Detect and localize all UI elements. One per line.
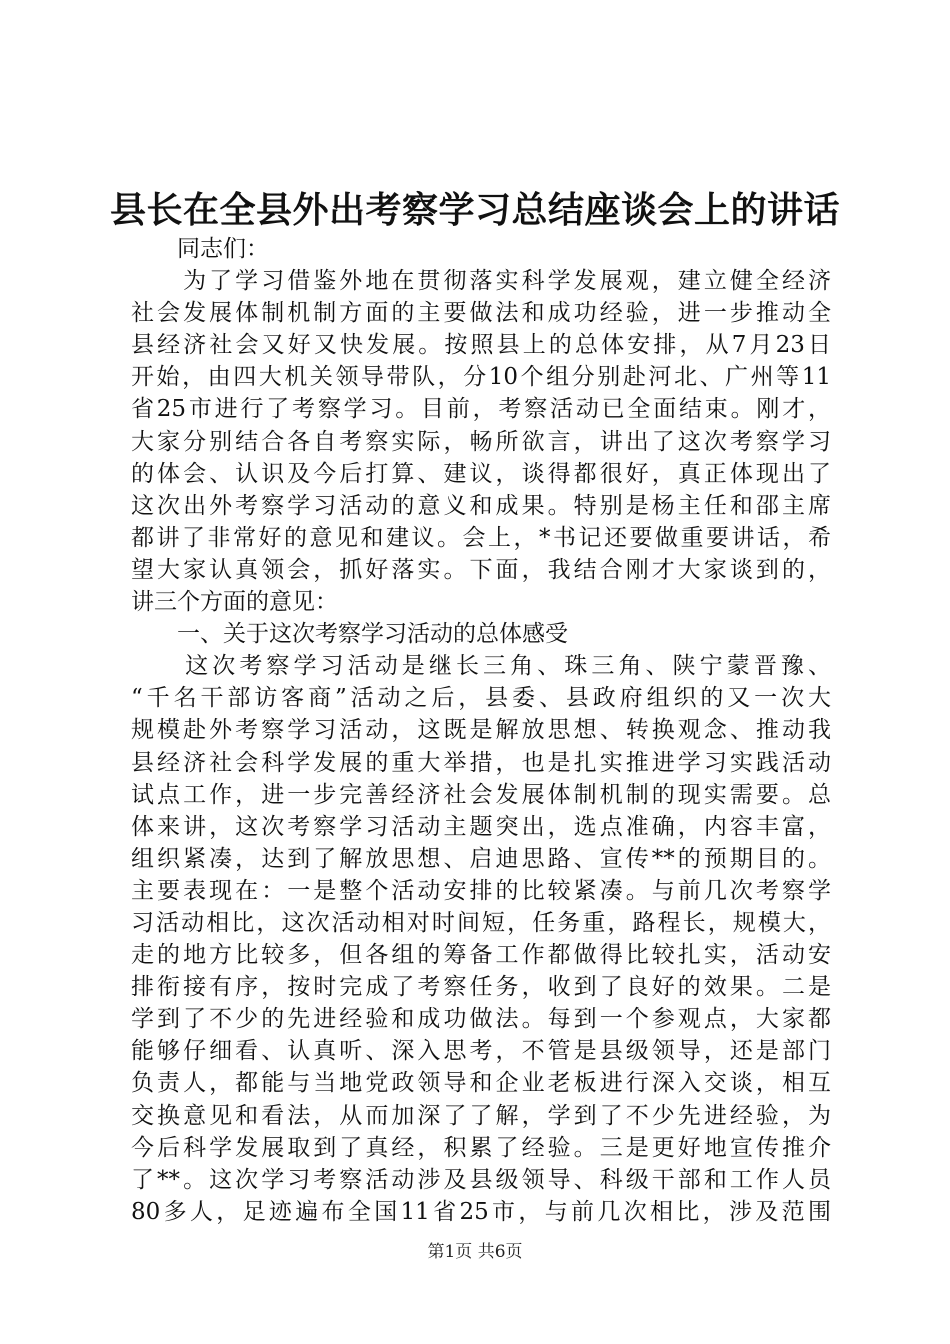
body-line: 主要表现在：一是整个活动安排的比较紧凑。与前几次考察学 [131,877,831,904]
body-line: 走的地方比较多，但各组的筹备工作都做得比较扎实，活动安 [131,942,831,969]
body-line: 学到了不少的先进经验和成功做法。每到一个参观点，大家都 [131,1006,831,1033]
body-line: 负责人，都能与当地党政领导和企业老板进行深入交谈，相互 [131,1070,831,1097]
body-line: 这次出外考察学习活动的意义和成果。特别是杨主任和邵主席 [131,492,831,519]
body-line: 为了学习借鉴外地在贯彻落实科学发展观，建立健全经济 [131,268,831,295]
body-line: 都讲了非常好的意见和建议。会上，*书记还要做重要讲话，希 [131,524,831,551]
document-title: 县长在全县外出考察学习总结座谈会上的讲话 [109,189,840,231]
body-line: 的体会、认识及今后打算、建议，谈得都很好，真正体现出了 [131,460,831,487]
body-line: 规模赴外考察学习活动，这既是解放思想、转换观念、推动我 [131,717,831,744]
body-line: 能够仔细看、认真听、深入思考，不管是县级领导，还是部门 [131,1038,831,1065]
body-line: 县经济社会又好又快发展。按照县上的总体安排，从7月23日 [131,332,831,359]
body-line: 组织紧凑，达到了解放思想、启迪思路、宣传**的预期目的。 [131,845,831,872]
body-line: 社会发展体制机制方面的主要做法和成功经验，进一步推动全 [131,300,831,327]
body-line: 习活动相比，这次活动相对时间短，任务重，路程长，规模大， [131,909,831,936]
body-line: 体来讲，这次考察学习活动主题突出，选点准确，内容丰富， [131,813,831,840]
body-line: 同志们： [131,236,269,262]
body-line: 讲三个方面的意见： [131,589,338,616]
body-line: 了**。这次学习考察活动涉及县级领导、科级干部和工作人员 [131,1166,831,1193]
body-line: 省25市进行了考察学习。目前，考察活动已全面结束。刚才， [131,396,831,423]
body-line: “千名干部访客商”活动之后，县委、县政府组织的又一次大 [131,685,831,712]
body-line: 开始，由四大机关领导带队，分10个组分别赴河北、广州等11 [131,364,831,391]
body-line: 大家分别结合各自考察实际，畅所欲言，讲出了这次考察学习 [131,428,831,455]
page-number-footer: 第1页 共6页 [427,1242,523,1262]
body-line: 80多人，足迹遍布全国11省25市，与前几次相比，涉及范围 [131,1198,831,1225]
body-line: 排衔接有序，按时完成了考察任务，收到了良好的效果。二是 [131,974,831,1001]
document-body [131,233,831,1228]
section-heading: 一、关于这次考察学习活动的总体感受 [131,621,568,648]
body-line: 望大家认真领会，抓好落实。下面，我结合刚才大家谈到的， [131,556,831,583]
body-line: 交换意见和看法，从而加深了了解，学到了不少先进经验，为 [131,1102,831,1129]
body-line: 这次考察学习活动是继长三角、珠三角、陕宁蒙晋豫、 [131,653,831,680]
body-line: 试点工作，进一步完善经济社会发展体制机制的现实需要。总 [131,781,831,808]
body-line: 今后科学发展取到了真经，积累了经验。三是更好地宣传推介 [131,1134,831,1161]
body-line: 县经济社会科学发展的重大举措，也是扎实推进学习实践活动 [131,749,831,776]
